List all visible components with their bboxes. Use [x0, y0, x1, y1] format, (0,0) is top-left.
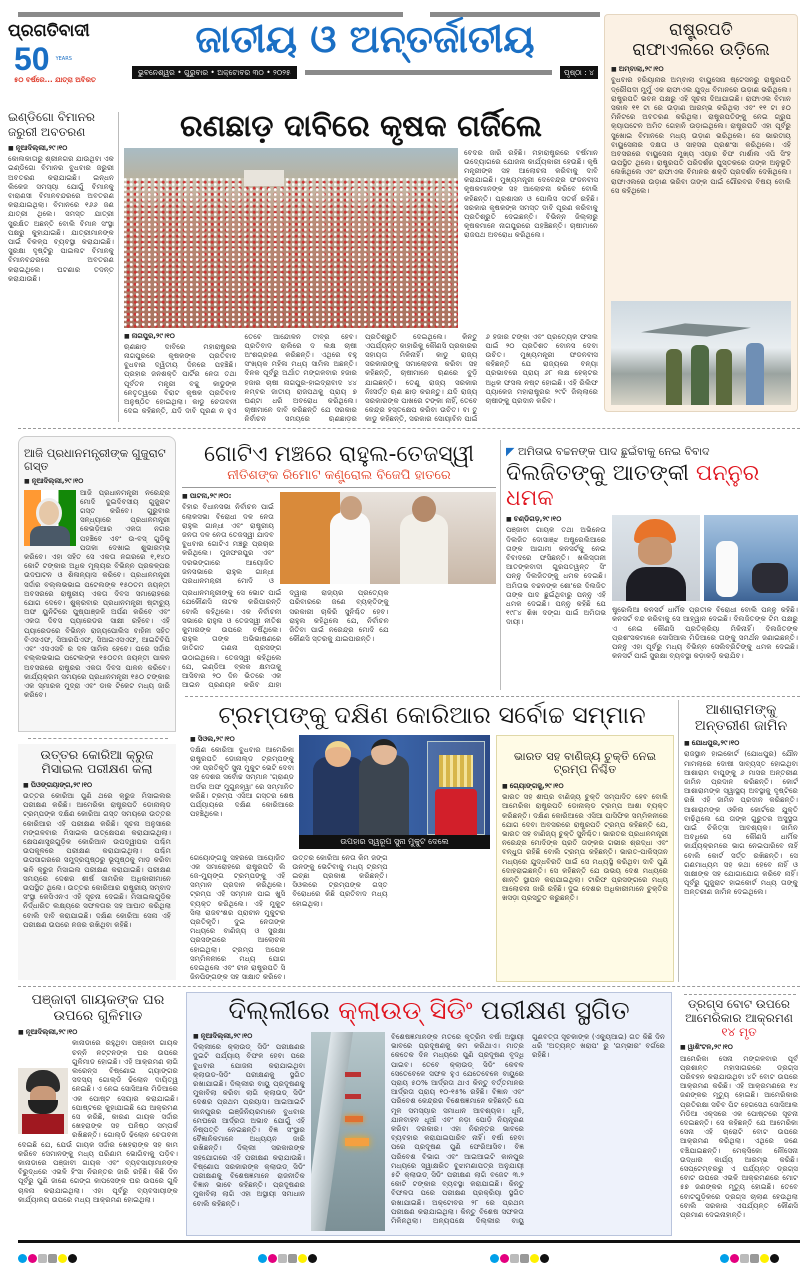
- tagline: ୫୦ ବର୍ଷରେ... ଯାତ୍ରା ଅବିରତ: [14, 75, 96, 84]
- section-title: ଜାତୀୟ ଓ ଅନ୍ତର୍ଜାତୀୟ: [195, 17, 535, 61]
- rahul-subhead: ନୀତିଶଙ୍କ ରିମୋଟ କଣ୍ଟ୍ରୋଲ ବିଜେପି ହାତରେ: [182, 469, 496, 488]
- article-body: ■ ନୂଆଦିଲ୍ଲୀ,୨୯।୧୦ କୋଲକାତାରୁ ଶ୍ରୀନଗର ଯାଉଥିବା ଏକ ଇଣ୍ଡିଗୋ ବିମାନର ବୁଧବାର ଜରୁରୀ ଅବତରଣ କରାଯାଇଛି। ଇନ୍ଧନ ଲିକେଜ ସମସ୍ୟା ଯୋଗୁଁ ବିମାନକୁ ବାରାଣସୀ ବିମାନବନ୍ଦରରେ ଅବତରଣ କରାଯାଇଥିଲା। ବିମାନରେ ୧୬୬ ଜଣ ଯାତ୍ରୀ ଥିଲେ। ସମସ୍ତ ଯାତ୍ରୀ ସୁରକ୍ଷିତ ଅଛନ୍ତି ବୋଲି ବିମାନ ସଂସ୍ଥା ପକ୍ଷରୁ କୁହାଯାଇଛି। ଯାତ୍ରୀମାନଙ୍କ ପାଇଁ ବିକଳ୍ପ ବ୍ୟବସ୍ଥା କରାଯାଇଛି। ସୁରକ୍ଷା ଦୃଷ୍ଟିରୁ ପାଇଲଟ ବିମାନକୁ ବିମାନବନ୍ଦରରେ ଅବତରଣ କରାଇଥିଲେ। ଘଟଣାର ତଦନ୍ତ କରାଯାଉଛି।: [8, 144, 114, 422]
- cloud-seeding-plane-photo: [311, 1032, 385, 1231]
- modi-article: [18, 436, 176, 732]
- article-body: ■ ଗ୍ୟୋଙ୍ଗଜୁ,୨୯।୧୦ ଭାରତ ସହ ଶୀଘ୍ର ବାଣିଜ୍ୟ ଚୁକ୍ତି ସମ୍ପାଦିତ ହେବ ବୋଲି ଆମେରିକା ରାଷ୍ଟ୍ରପତି ଡୋନାଲ୍ଡ ଟ୍ରମ୍ପ ଆଶା ବ୍ୟକ୍ତ କରିଛନ୍ତି। ଦକ୍ଷିଣ କୋରିଆରେ ଏସିଆ ପାସିଫିକ ସମ୍ମିଳନୀରେ ଯୋଗ ଦେବା ଅବସରରେ ରାଷ୍ଟ୍ରପତି ଟ୍ରମ୍ପ କହିଛନ୍ତି ଯେ, ଭାରତ ସହ ବାଣିଜ୍ୟ ଚୁକ୍ତି ସୁନିଶ୍ଚିତ। ଭାରତର ପ୍ରଧାନମନ୍ତ୍ରୀ ନରେନ୍ଦ୍ର ମୋଦିଙ୍କ ପ୍ରତି ତାଙ୍କର ଗଭୀର ଶ୍ରଦ୍ଧା ଏବଂ ବନ୍ଧୁତା ରହିଛି ବୋଲି ଟ୍ରମ୍ପ କହିଛନ୍ତି। ଭାରତ-ପାକିସ୍ତାନ ମଧ୍ୟରେ ଯୁଦ୍ଧବିରତି ପାଇଁ ସେ ମଧ୍ୟସ୍ଥି କରିଥିବା ଦାବି ପୁଣି ଦୋହରାଇଛନ୍ତି। ସେ କହିଛନ୍ତି ଯେ ଉଭୟ ଦେଶ ମଧ୍ୟରେ ଶାନ୍ତି ସ୍ଥାପନ କରାଯାଇଥିଲା। ଟାରିଫ ପ୍ରସଙ୍ଗରେ ମଧ୍ୟ ଆଲୋଚନା ଜାରି ରହିଛି। ଦୁଇ ଦେଶର ଅଧିକାରୀମାନେ ଚୁକ୍ତିର ଖସଡ଼ା ପ୍ରସ୍ତୁତ କରୁଛନ୍ତି।: [502, 782, 668, 975]
- kicker-marker-icon: ◤: [506, 445, 518, 458]
- anniversary-number: 50: [14, 40, 50, 77]
- anniversary-logo: [14, 42, 126, 76]
- president-article: [604, 14, 798, 412]
- article-body: ଷ୍ଟ୍ରେଲିଆ କନସର୍ଟ ଧାର୍ମିକ ପ୍ରତୀକ ବିରୋଧୀ ବୋଲି ପନ୍ନୁ କହିଛି। କନସର୍ଟ ବନ୍ଦ କରିବାକୁ ସେ ଆହ୍ୱାନ ଦେଇଛି। ଦିଲଜିତଙ୍କ ଟିମ ପକ୍ଷରୁ ଏ ନେଇ କୌଣସି ପ୍ରତିକ୍ରିୟା ମିଳିନାହିଁ। ଦିଲଜିତଙ୍କ ପ୍ରଶଂସକମାନେ ସୋସିଆଲ ମିଡିଆରେ ତାଙ୍କୁ ସମର୍ଥନ ଜଣାଇଛନ୍ତି। ପନ୍ନୁ ଏହା ପୂର୍ବରୁ ମଧ୍ୟ ବିଭିନ୍ନ ସେଲିବ୍ରିଟିଙ୍କୁ ଧମକ ଦେଇଛି। କନସର୍ଟ ପାଇଁ ସୁରକ୍ଷା ବ୍ୟବସ୍ଥା କଡ଼ାକଡ଼ି କରାଯିବ।: [612, 605, 798, 661]
- dateline-bar: ଭୁବନେଶ୍ୱର • ଗୁରୁବାର • ଅକ୍ଟୋବର ୩୦ • ୨୦୨୫: [132, 66, 297, 79]
- farmers-headline: ରଣଛାଡ଼ ଦାବିରେ କୃଷକ ଗର୍ଜିଲେ: [180, 109, 542, 144]
- drugs-boat-article: [680, 998, 798, 1236]
- headline: ଆଜି ପ୍ରଧାନମନ୍ତ୍ରୀଙ୍କ ଗୁଜୁରାଟ ଗସ୍ତ: [24, 446, 166, 474]
- article-body: ବିଶେଷଜ୍ଞମାନଙ୍କ ମତରେ କୃତ୍ରିମ ବର୍ଷା ଅସ୍ଥାୟୀ ଭାବରେ ପ୍ରଦୂଷଣକୁ କମ କରିଥାଏ। ମାତ୍ର କେତେକ ଦିନ ମଧ୍ୟରେ ପୁଣି ପ୍ରଦୂଷଣ ବୃଦ୍ଧି ପାଇବ। ତେବେ କ୍ଲାଉଡ୍ ସିଡିଂ କେବଳ ସେତେବେଳେ ସଫଳ ହୁଏ ଯେତେବେଳେ ବାୟୁରେ ପ୍ରାୟ ୫୦% ଆର୍ଦ୍ରତା ଥାଏ କିନ୍ତୁ ବର୍ତ୍ତମାନର ଆର୍ଦ୍ରତା ପ୍ରାୟ ୧୦-୧୫% ରହିଛି। ବିଜ୍ଞାନ ଏବଂ ପରିବେଶ କେନ୍ଦ୍ରର ବିଶେଷଜ୍ଞମାନେ କହିଛନ୍ତି ଯେ ମୂଳ ସମସ୍ୟାର ସମାଧାନ ଆବଶ୍ୟକ। ଧୂଳି, ଯାନବାହନ ଧୂଆଁ ଏବଂ ନଡ଼ା ପୋଡ଼ି ନିୟନ୍ତ୍ରଣ କରିବା ଦରକାର। ଏହା ନିରନ୍ତର ଭାବରେ ବ୍ୟବହାର କରାଯାଇପାରିବ ନାହିଁ। ବର୍ଷା ହେବା ପରେ ପ୍ରଦୂଷଣ ପୁଣି ଫେରିଆସିବ। ବିଜ୍ଞ ପରିବେଶ ବିଭାଗ ଏବଂ ଆଇଆଇଟି କାନପୁର ମଧ୍ୟରେ ସ୍ୱାକ୍ଷରିତ ବୁଝାମଣାପତ୍ର ଅନୁଯାୟୀ ୫ଟି କ୍ଲାଉଡ୍ ସିଡିଂ ପରୀକ୍ଷଣ ଲାଗି ବଜେଟ ୩.୨ କୋଟି ଟଙ୍କାର ବ୍ୟବସ୍ଥା କରାଯାଇଛି। କିନ୍ତୁ ବିଫଳତା ପରେ ପରୀକ୍ଷଣ ପ୍ରକ୍ରିୟା ସ୍ଥଗିତ ରଖାଯାଇଛି। ଅକ୍ଟୋବର ୨୮ ରେ ପ୍ରଥମ ପରୀକ୍ଷଣ କରାଯାଇଥିଲା। କିନ୍ତୁ ବିଶେଷ ସଫଳତା ମିଳିନଥିଲା। ଅନ୍ୟପକ୍ଷେ ଦିଲ୍ଲୀର ବାୟୁ ଗୁଣବତ୍ତା ସୂଚକାଙ୍କ (ଏକ୍ୟୁଆଇ) ଗତ କିଛି ଦିନ ଧରି 'ଅତ୍ୟନ୍ତ ଖରାପ' ରୁ 'ଗମ୍ଭୀର' ବର୍ଗରେ ରହିଛି।: [391, 1031, 665, 1225]
- registration-marks: [720, 1248, 780, 1267]
- asaram-article: [684, 702, 798, 982]
- footer-rule: [18, 1240, 800, 1243]
- brand-logo: ପ୍ରଗତିବାଦୀ: [8, 21, 90, 41]
- anniversary-sub: YEARS: [55, 55, 72, 62]
- indigo-article: [8, 110, 114, 422]
- farmers-protest-photo: [124, 148, 458, 328]
- headline: ଆଶାରାମଙ୍କୁ: [705, 702, 777, 718]
- article-body: ■ ଯୋଧପୁର,୨୯।୧୦ ରାଜସ୍ଥାନ ହାଇକୋର୍ଟ (ଯୋଧପୁର) ଯୌନ ମାମଲାରେ ଦୋଷୀ ସାବ୍ୟସ୍ତ ହୋଇଥିବା ଆଶାରାମ ବାପୁଙ୍କୁ ୬ ମାସର ଅନ୍ତରୀଣ ଜାମିନ ପ୍ରଦାନ କରିଛନ୍ତି। କୋର୍ଟ ଆଶାରାମଙ୍କ ସ୍ୱାସ୍ଥ୍ୟ ଅବସ୍ଥାକୁ ଦୃଷ୍ଟିରେ ରଖି ଏହି ଜାମିନ ପ୍ରଦାନ କରିଛନ୍ତି। ଆଶାରାମଙ୍କ ଓକିଲ କୋର୍ଟରେ ଯୁକ୍ତି ବାଢ଼ିଥିଲେ ଯେ ତାଙ୍କ ଗୁରୁତର ଅସୁସ୍ଥତା ପାଇଁ ଚିକିତ୍ସା ଆବଶ୍ୟକ। ଜାମିନ ଅବଧିରେ ସେ କୌଣସି ଧାର୍ମିକ କାର୍ଯ୍ୟକ୍ରମରେ ଭାଗ ନେଇପାରିବେ ନାହିଁ ବୋଲି କୋର୍ଟ ସର୍ତ୍ତ ରଖିଛନ୍ତି। ସେ ଗଣମାଧ୍ୟମ ସହ କଥା ହେବେ ନାହିଁ ଓ ସାକ୍ଷୀଙ୍କ ସହ ଯୋଗାଯୋଗ କରିବେ ନାହିଁ। ପୂର୍ବରୁ ଗୁଜୁରାଟ ହାଇକୋର୍ଟ ମଧ୍ୟ ତାଙ୍କୁ ଅନ୍ତରୀଣ ଜାମିନ ଦେଇଥିଲେ।: [684, 739, 798, 982]
- headline: ଦିଲ୍ଲୀରେ କ୍ଲାଉଡ୍ ସିଡିଂ ପରୀକ୍ଷଣ ସ୍ଥଗିତ: [228, 996, 630, 1026]
- page-number: ପୃଷ୍ଠା : ୪: [560, 66, 598, 79]
- column-rule: [500, 440, 501, 690]
- rahul-article: [182, 442, 496, 692]
- rahul-headline: ଗୋଟିଏ ମଞ୍ଚରେ ରାହୁଲ-ତେଜସ୍ୱୀ: [203, 442, 475, 467]
- divider: [28, 738, 168, 739]
- trump-crown-photo: [299, 735, 490, 849]
- headline: ଭାରତ ସହ ବାଣିଜ୍ୟ ଚୁକ୍ତି ନେଇ ଟ୍ରମ୍ପ ନିଶ୍ଚିତ: [513, 748, 657, 776]
- masthead-title-block: [132, 18, 598, 106]
- article-body: ■ ନୂଆଦିଲ୍ଲୀ,୨୯।୧୦ ଦିଲ୍ଲୀରେ କ୍ଲାଉଡ୍ ସିଡିଂ ପରୀକ୍ଷଣର ଦୁଇଟି ପର୍ଯ୍ୟାୟ ବିଫଳ ହେବା ପରେ ବୁଧବାର ଯୋଜନା କରାଯାଇଥିବା କ୍ଲାଉଡ-ସିଡିଂ ପରୀକ୍ଷଣକୁ ସ୍ଥଗିତ ରଖାଯାଇଛି। ଦିଲ୍ଲୀର ବାୟୁ ପ୍ରଦୂଷଣକୁ ମୁକାବିଲା କରିବା ଲାଗି କ୍ଲାଉଡ୍ ସିଡିଂ ଦେଶର ପ୍ରଥମ ପ୍ରୟାସ। ଆଇଆଇଟି କାନପୁରର ଇଞ୍ଜିନିୟରମାନେ ବୁଧବାର ମେଘରେ ଆର୍ଦ୍ରତା ଅଭାବ ଯୋଗୁଁ ଏହି ନିଷ୍ପତ୍ତି ନେଇଛନ୍ତି। ବିଜ୍ଞ ସଂସ୍ଥାର ବୈଜ୍ଞାନିକମାନେ ଅଧ୍ୟୟନ ଜାରି ରଖିଛନ୍ତି। ଦିଲ୍ଲୀ ସରକାରଙ୍କ ସହଯୋଗରେ ଏହି ପରୀକ୍ଷଣ କରାଯାଉଛି। ବିଷ୍ଣୋପ ସରକାରଙ୍କ କ୍ଲାଉଡ୍ ସିଡିଂ ପରୀକ୍ଷଣକୁ ବିଶେଷଜ୍ଞମାନେ ରାଜନୀତିକ ବିଜ୍ଞାନ ଭାବେ କହିଛନ୍ତି। ପ୍ରଦୂଷଣର ମୁକାବିଲା ଲାଗି ଏହା ଅସ୍ଥାୟୀ ସମାଧାନ ବୋଲି କହିଛନ୍ତି।: [193, 1032, 305, 1231]
- headline: ଅନ୍ତରୀଣ ଜାମିନ: [694, 718, 788, 735]
- column-rule: [678, 700, 679, 982]
- article-body: ■ ପିଓଙ୍ଗୟାଙ୍ଗ,୨୯।୧୦ ଉତ୍ତର କୋରିଆ ପୁଣି ଥରେ କ୍ରୁଜ ମିସାଇଲର ପରୀକ୍ଷଣ କରିଛି। ଆମେରିକା ରାଷ୍ଟ୍ରପତି ଡୋନାଲ୍ଡ ଟ୍ରମ୍ପଙ୍କ ଦକ୍ଷିଣ କୋରିଆ ଗସ୍ତ ସମୟରେ ଉତ୍ତର କୋରିଆର ଏହି ପରୀକ୍ଷଣ କରିଛି। ସୂଚନା ଅନୁସାରେ ମଙ୍ଗଳବାର ମିସାଇଲ ଉତ୍କ୍ଷେପଣ କରାଯାଇଥିଲା। କ୍ଷେପଣାସ୍ତ୍ରଗୁଡ଼ିକ କୋରିଆନ ଉପଦ୍ୱୀପର ପଶ୍ଚିମ ଉପକୂଳରେ ପରୀକ୍ଷଣ କରାଯାଇଥିଲା। ପଶ୍ଚିମ ଉପସାଗରରେ ସମୁଦ୍ରପୃଷ୍ଠରୁ ଭୂପୃଷ୍ଠକୁ ମାଡ଼ କରିବା ଭଳି କ୍ରୁଜ ମିସାଇଲ ପରୀକ୍ଷଣ କରାଯାଇଛି। ପରୀକ୍ଷଣ ସମୟରେ ଦେଶର ଶୀର୍ଷ ସାମରିକ ଅଧିକାରୀମାନେ ଉପସ୍ଥିତ ଥିଲେ। ଉତ୍ତର କୋରିଆର ରାଷ୍ଟ୍ରୀୟ ସମ୍ବାଦ ସଂସ୍ଥା କେସିଏନଏ ଏହି ସୂଚନା ଦେଇଛି। ମିସାଇଲଗୁଡ଼ିକ ନିର୍ଦ୍ଧାରିତ ଲକ୍ଷ୍ୟରେ ସଫଳତାର ସହ ଆଘାତ କରିଥିଲା ବୋଲି ଦାବି କରାଯାଇଛି। ଦକ୍ଷିଣ କୋରିଆ ସେନା ଏହି ପରୀକ୍ଷଣ ଉପରେ ନଜର ରଖିଥିବା କହିଛି।: [23, 781, 171, 976]
- article-body: ■ ନାଗପୁର,୨୯।୧୦ ଋଣଛାଡ଼ ଦାବିରେ ମହାରାଷ୍ଟ୍ରର ନାଗପୁରରେ କୃଷକଙ୍କ ପ୍ରତିବାଦ ବୁଧବାର ଦ୍ୱିତୀୟ ଦିନରେ ପହଞ୍ଚିଛି। ପ୍ରହାର ଜନଶକ୍ତି ପାର୍ଟିର ନେତା ତଥା ପୂର୍ବତନ ମନ୍ତ୍ରୀ ବଚ୍ଚୁ କାଡୁଙ୍କ ନେତୃତ୍ୱରେ ବିରାଟ କୃଷକ ପ୍ରତିବାଦ ଅନୁଷ୍ଠିତ ହୋଇଥିଲା। କାଡୁ ଚେତାବନୀ ଦେଇ କହିଛନ୍ତି, ଯଦି ଦାବି ପୂରଣ ନ ହୁଏ ତେବେ ଆନ୍ଦୋଳନ ତୀବ୍ର ହେବ। ପ୍ରତିବାଦ ରାଲିରେ ଦ ଲକ୍ଷ ଚାଷୀ ଅଂଶଗ୍ରହଣ କରିଛନ୍ତି। ଏଥିରେ ବହୁ ସଂଖ୍ୟକ ମହିଳା ମଧ୍ୟ ସାମିଲ ଅଛନ୍ତି। ଦିନକ ପୂର୍ବରୁ ଅର୍ଥାତ ମଙ୍ଗଳବାର ହଜାର ହଜାର ଚାଷୀ ନାଗପୁର-ହାଇଦ୍ରାବାଦ ୪୪ ନମ୍ବର ଜାତୀୟ ରାଜପଥକୁ ପ୍ରାୟ ୭ ଘଣ୍ଟା ଧରି ଅବରୋଧ କରିଥିଲେ। ଚାଷୀମାନେ ଦାବି କରିଛନ୍ତି ଯେ ସରକାର ନିର୍ବାଚନ ସମୟରେ ଋଣଛାଡ଼ର ପ୍ରତିଶ୍ରୁତି ଦେଇଥିଲେ। କିନ୍ତୁ ଏପର୍ଯ୍ୟନ୍ତ କାହାରିକୁ କୌଣସି ପ୍ରକାରର ସହାୟତା ମିଳିନାହିଁ। କାଡୁ ରାଜ୍ୟ ସରକାରଙ୍କୁ ସମାଲୋଚନା କରିବା ସହ କହିଛନ୍ତି, ଚାଷୀମାନେ ଋଣରେ ବୁଡ଼ି ଯାଇଛନ୍ତି। ତେଣୁ ରାଜ୍ୟ ସରକାର ନିଃସର୍ତ୍ତ ଋଣ ଛାଡ଼ କରନ୍ତୁ। ଯଦି ରାଜ୍ୟ ସରକାରଙ୍କ ପାଖରେ ଟଙ୍କା ନାହିଁ, ତେବେ କେନ୍ଦ୍ର ହସ୍ତକ୍ଷେପ କରିବା ଉଚିତ। ବା ତୁ କାଡୁ କହିଛନ୍ତି, ସରକାର ସୋୟାବିନ ପାଇଁ ୬ ହଜାର ଟଙ୍କା ଏବଂ ପ୍ରତ୍ୟେକ ଫସଲ ପାଇଁ ୨୦ ପ୍ରତିଶତ ବୋନସ ଦେବା ଉଚିତ। ମୁଖ୍ୟମନ୍ତ୍ରୀ ଫଡନବୀସ କହିଛନ୍ତି ଯେ ରାଜ୍ୟରେ ବନ୍ୟା ପ୍ରଭାବରେ ପ୍ରାୟ ୬୮ ଲକ୍ଷ ହେକ୍ଟର ଅଧିକ ଫସଲ ନଷ୍ଟ ହୋଇଛି। ଏହି ରିଲିଫ ପ୍ୟାକେଜ ମହାରାଷ୍ଟ୍ରର ୨୯ଟି ଜିଲ୍ଲାରେ ଚାଷୀଙ୍କୁ ପ୍ରଦାନ କରିବ।: [124, 332, 598, 425]
- column-rule: [118, 112, 119, 422]
- registration-marks: [18, 1248, 78, 1267]
- singer-photo: [18, 1068, 68, 1134]
- article-body: ■ ନୂଆଦିଲ୍ଲୀ,୨୯।୧୦ ଆଜି ପ୍ରଧାନମନ୍ତ୍ରୀ ନରେନ୍ଦ୍ର ମୋଦି ଦୁଇଦିବସୀୟ ଗୁଜୁରାଟ ଗସ୍ତ କରିବେ। ଗୁରୁବାର ସନ୍ଧ୍ୟାରେ ପ୍ରଧାନମନ୍ତ୍ରୀ କେଭଡ଼ିଆର ଏକତା ନଗର ପହଞ୍ଚିବେ ଏବଂ ଉ-ବସ୍ ଗୁଡ଼ିକୁ ପତାକା ଦେଖାଇ ଶୁଭାରମ୍ଭ କରିବେ। ଏହା ସହିତ ସେ ଏକତା ନଗରରେ ୧,୧୪୦ କୋଟି ଟଙ୍କାର ଅଧିକ ମୂଲ୍ୟର ବିଭିନ୍ନ ପ୍ରକଳ୍ପର ଉଦଘାଟନ ଓ ଶିଳାନ୍ୟାସ କରିବେ। ପ୍ରଧାନମନ୍ତ୍ରୀ ସର୍ଦ୍ଦାର ବଲ୍ଲଭଭାଇ ପଟେଲଙ୍କ ୧୫୦ତମ ଜୟନ୍ତୀ ଅବସରରେ ରାଷ୍ଟ୍ରୀୟ ଏକତା ଦିବସ ସମାରୋହରେ ଯୋଗ ଦେବେ। ଶୁକ୍ରବାର ପ୍ରଧାନମନ୍ତ୍ରୀ ଷ୍ଟାଚ୍ୟୁ ଅଫ ୟୁନିଟିରେ ପୁଷ୍ପାଞ୍ଜଳି ଅର୍ପଣ କରିବେ ଏବଂ ଏକତା ଦିବସ ପ୍ୟାରେଡର ସାକ୍ଷୀ ରହିବେ। ଏହି ପ୍ୟାରେଡରେ ବିଭିନ୍ନ ରାଜ୍ୟପୋଲିସ ବାହିନୀ ସହିତ ବିଏସଏଫ, ସିଆରପିଏଫ, ସିଆଇଏସଏଫ, ଆଇଟିବିପି ଏବଂ ଏସଏସବି ର ଦଳ ସାମିଲ ହେବେ। ପରେ ସର୍ଦ୍ଦାର ବଲ୍ଲଭଭାଇ ପଟେଲଙ୍କ ୧୫୦ତମ ଜୟନ୍ତୀ ପାଳନ ଅବସରରେ ରାଷ୍ଟ୍ରର ଏକତା ଦିବସ ପାଳନ କରିବେ। କାର୍ଯ୍ୟକ୍ରମ ସମୟରେ ପ୍ରଧାନମନ୍ତ୍ରୀ ୧୫୦ ଟଙ୍କାର ଏକ ସ୍ମାରକ ମୁଦ୍ରା ଏବଂ ଡାକ ଟିକେଟ ମଧ୍ୟ ଜାରି କରିବେ।: [24, 477, 170, 727]
- article-body: ବେଦର ଜାରି ରହିଛି। ମହାରାଷ୍ଟ୍ରରେ ବର୍ଷମାନ ଉଦ୍ୟୋଗରେ ଯୋଜନା କାର୍ଯ୍ୟକାରୀ ହେଉଛି। କୃଷି ମନ୍ତ୍ରୀଙ୍କ ସହ ଆଲୋଚନା କରିବାକୁ ଦାବି କରାଯାଇଛି। ମୁଖ୍ୟମନ୍ତ୍ରୀ ଦେବେନ୍ଦ୍ର ଫଡନବୀସ କୃଷକମାନଙ୍କ ସହ ଆଲୋଚନା କରିବେ ବୋଲି କହିଛନ୍ତି। ପ୍ରଶାସନ ଓ ପୋଲିସ ସତର୍କ ରହିଛି। ସରକାର କୃଷକଙ୍କ ସମସ୍ତ ଦାବି ପୂରଣ କରିବାକୁ ପ୍ରତିଶ୍ରୁତି ଦେଇଛନ୍ତି। ବିଭିନ୍ନ ଜିଲ୍ଲାରୁ କୃଷକମାନେ ନାଗପୁରରେ ପହଞ୍ଚିଛନ୍ତି। ଚାଷୀମାନେ ରାଜପଥ ଅବରୋଧ କରିଥିଲେ।: [464, 147, 598, 240]
- article-body: ■ ସିଓଲ,୨୯।୧୦ ଦକ୍ଷିଣ କୋରିଆ ବୁଧବାର ଆମେରିକା ରାଷ୍ଟ୍ରପତି ଡୋନାଲ୍ଡ ଟ୍ରମ୍ପଙ୍କୁ ଏକ ପ୍ରତିକୃତି ସୁନା ମୁକୁଟ ଭେଟି ଦେବା ସହ ଦେଶର ସର୍ବୋଚ୍ଚ ସମ୍ମାନ 'ଗ୍ରାଣ୍ଡ ଅର୍ଡର ଅଫ ମୁଗୁନହ୍ୱା' ରେ ସମ୍ମାନିତ କରିଛି। ଟ୍ରମ୍ପ ଏସିଆ ଗସ୍ତର ଶେଷ ପର୍ଯ୍ୟାୟରେ ଦକ୍ଷିଣ କୋରିଆରେ ପହଞ୍ଚିଥିଲେ।: [190, 735, 294, 849]
- article-body: ■ ଚଣ୍ଡିଗଡ଼,୨୯।୧୦ ପଞ୍ଜାବୀ ଗାୟକ ତଥା ଅଭିନେତା ଦିଲଜିତ ଦୋସାଞ୍ଝ ଅଷ୍ଟ୍ରେଲିଆରେ ତାଙ୍କ ଆଗାମୀ କନସର୍ଟକୁ ନେଇ ବିବାଦରେ ଫସିଛନ୍ତି। ଖଲିସ୍ତାନୀ ଆତଙ୍କବାଦୀ ଗୁରପତୱନ୍ତ ସିଂ ପନ୍ନୁ ଦିଲଜିତଙ୍କୁ ଧମକ ଦେଇଛି। ଅମିତାଭ ବଚ୍ଚନଙ୍କ ଶୋ'ରେ ଦିଲଜିତ ତାଙ୍କ ପାଦ ଛୁଇଁଥିବାରୁ ପନ୍ନୁ ଏହି ଧମକ ଦେଇଛି। ପନ୍ନୁ କହିଛି ଯେ ୧୯୮୪ ଶିଖ ଦଙ୍ଗା ପାଇଁ ଅମିତାଭ ଦାୟୀ।: [506, 515, 606, 692]
- punjabi-article: [18, 992, 178, 1236]
- trade-article: [496, 735, 674, 982]
- divider: [684, 994, 796, 995]
- headline: ଡ୍ରଗ୍ସ ବୋଟ ଉପରେ: [688, 997, 790, 1011]
- article-body: ଗେୟୋଙ୍ଗଜୁ ସହରରେ ଆୟୋଜିତ ଏକ ସମାରୋହରେ ରାଷ୍ଟ୍ରପତି ଲି ଜେ-ମ୍ୟୁଙ୍ଗ ଟ୍ରମ୍ପଙ୍କୁ ଏହି ସମ୍ମାନ ପ୍ରଦାନ କରିଥିଲେ। ଟ୍ରମ୍ପ ଏହି ସମ୍ମାନ ପାଇ ଖୁସି ବ୍ୟକ୍ତ କରିଥିଲେ। ଏହି ମୁକୁଟ ସିଲା ରାଜବଂଶର ପ୍ରାଚୀନ ମୁକୁଟର ପ୍ରତିକୃତି। ଦୁଇ ନେତାଙ୍କ ମଧ୍ୟରେ ବାଣିଜ୍ୟ ଓ ସୁରକ୍ଷା ପ୍ରସଙ୍ଗରେ ଆଲୋଚନା ହୋଇଥିଲା। ଟ୍ରମ୍ପ ଅପେକ ସମ୍ମିଳନୀରେ ମଧ୍ୟ ଯୋଗ ଦେଇଥିଲେ ଏବଂ ଚୀନ ରାଷ୍ଟ୍ରପତି ସି ଜିନପିଙ୍ଗଙ୍କ ସହ ସାକ୍ଷାତ କରିବେ। ଉତ୍ତର କୋରିଆ ନେତା କିମ ଜଙ୍ଗ ଉନଙ୍କୁ ଭେଟିବାକୁ ମଧ୍ୟ ଟ୍ରମ୍ପ ଇଚ୍ଛା ପ୍ରକାଶ କରିଛନ୍ତି। ସିଓଲରେ ଟ୍ରମ୍ପଙ୍କ ଗସ୍ତ ବିରୋଧରେ କିଛି ପ୍ରତିବାଦ ମଧ୍ୟ ହୋଇଥିଲା।: [190, 852, 388, 982]
- masthead-logo-block: [8, 22, 126, 104]
- headline: ଇଣ୍ଡିଗୋ ବିମାନର ଜରୁରୀ ଅବତରଣ: [8, 110, 95, 139]
- section-divider: [185, 696, 800, 697]
- diljit-article: [506, 446, 798, 692]
- article-body: ■ ପାଟନା,୨୯।୧୦: ବିହାର ବିଧାନସଭା ନିର୍ବାଚନ ପାଇଁ ଲୋକସଭା ବିରୋଧୀ ଦଳ ନେତା ରାହୁଲ ଗାନ୍ଧୀ ଏବଂ ରାଷ୍ଟ୍ରୀୟ ଜନତା ଦଳ ନେତା ତେଜସ୍ୱୀ ଯାଦବ ବୁଧବାର ଗୋଟିଏ ମଞ୍ଚରୁ ପ୍ରଚାର କରିଥିଲେ। ମୁଜଫରପୁର ଏବଂ ଦରଭଙ୍ଗାରେ ଆୟୋଜିତ ଜନସଭାରେ ରାହୁଲ ଗାନ୍ଧୀ ପ୍ରଧାନମନ୍ତ୍ରୀ ମୋଦି ଓ: [182, 492, 274, 584]
- headline: ରାଷ୍ଟ୍ରପତି: [669, 20, 733, 40]
- president-rafale-photo: [611, 301, 791, 405]
- section-divider: [18, 986, 800, 987]
- diljit-photo: [612, 515, 700, 601]
- diljit-headline: ଦିଲଜିତଙ୍କୁ ଆତଙ୍କୀ ପନ୍ନୁର ଧମକ: [506, 460, 760, 511]
- farmers-article: [124, 110, 598, 424]
- cloud-seeding-article: [186, 992, 672, 1236]
- trump-headline: ଟ୍ରମ୍ପଙ୍କୁ ଦକ୍ଷିଣ କୋରିଆର ସର୍ବୋଚ୍ଚ ସମ୍ମାନ: [218, 701, 646, 729]
- headline: ଉତ୍ତର କୋରିଆ କ୍ରୁଜ ମିସାଇଲ ପରୀକ୍ଷଣ କଲା: [40, 747, 154, 777]
- headline: ପଞ୍ଜାବୀ ଗାୟକଙ୍କ ଘର ଉପରେ ଗୁଳିମାଡ: [31, 992, 165, 1025]
- nkorea-article: [18, 744, 176, 980]
- trump-article: [190, 702, 674, 982]
- headline: ଆମେରିକାର ଆକ୍ରମଣ ୧୪ ମୃତ: [685, 1010, 793, 1039]
- section-divider: [18, 428, 800, 429]
- rahul-tejashwi-photo: [280, 492, 496, 584]
- rule: [305, 70, 552, 75]
- article-body: ■ ଅମ୍ବାଲା,୨୯।୧୦ ବୁଧବାର ହରିୟାନାର ଅମ୍ବାଲା ବାୟୁସେନା ଷ୍ଟେସନରୁ ରାଷ୍ଟ୍ରପତି ଦ୍ରୌପଦୀ ମୁର୍ମୁ ଏକ ରାଫାଏଲ ଯୁଦ୍ଧ ବିମାନରେ ଉଡ଼ାଣ ଭରିଥିଲେ। ରାଷ୍ଟ୍ରପତି ଭବନ ପକ୍ଷରୁ ଏହି ସୂଚନା ଦିଆଯାଇଛି। ରାଫାଏଲ ବିମାନ ସକାଳ ୧୧ ଟା ରେ ଉଡ଼ାଣ ଆରମ୍ଭ କରିଥିଲା ଏବଂ ୧୧ ଟା ୫୦ ମିନିଟରେ ଅବତରଣ କରିଥିଲା। ରାଷ୍ଟ୍ରପତିଙ୍କୁ ନେଇ ଗ୍ରୁପ କ୍ୟାପଟେନ ଅମିତ ଗେହାନି ଉଡ଼ାଇଥିଲେ। ରାଷ୍ଟ୍ରପତି ଏହା ପୂର୍ବରୁ ସୁଖୋଇ ବିମାନରେ ମଧ୍ୟ ଉଡ଼ାଣ ଭରିଥିଲେ। ସେ ଭାରତୀୟ ବାୟୁସେନାର ଦକ୍ଷତା ଓ ସାହସର ପ୍ରଶଂସା କରିଥିଲେ। ଏହି ଅବସରରେ ବାୟୁସେନା ମୁଖ୍ୟ ଏୟାର ଚିଫ ମାର୍ଶାଲ ଏପି ସିଂହ ଉପସ୍ଥିତ ଥିଲେ। ରାଷ୍ଟ୍ରପତି ପରିଦର୍ଶକ ପୁସ୍ତକରେ ତାଙ୍କ ଅନୁଭୂତି ଲେଖିଥିଲେ ଏବଂ ରାଫାଏଲ ବିମାନର ଶକ୍ତି ପ୍ରଦର୍ଶନ ଦେଖିଥିଲେ। ରାଫାଏଲରେ ଉଡ଼ାଣ ଭରିବା ତାଙ୍କ ପାଇଁ ଗୌରବର ବିଷୟ ବୋଲି ସେ କହିଥିଲେ।: [611, 65, 791, 297]
- diljit-kicker: ◤ ଅମିତାଭ ବଚ୍ଚନଙ୍କ ପାଦ ଛୁଇଁବାକୁ ନେଇ ବିବାଦ: [506, 445, 710, 458]
- registration-marks: [258, 1248, 318, 1267]
- photo-caption: ଉପହାର ସ୍ୱରୂପ ସୁନା ମୁକୁଟ ଦେଲେ: [299, 835, 490, 849]
- amitabh-diljit-photo: [704, 515, 798, 601]
- article-body: ପ୍ରଧାନମନ୍ତ୍ରୀଙ୍କୁ ସେ ଭୋଟ ପାଇଁ ଯେକୌଣସି ନାଟକ କରିପାରନ୍ତି ବୋଲି କହିଥିଲେ। ଏକ ନିର୍ବାଚନୀ ସଭାରେ ରାହୁଲ ଓ ତେଜସ୍ୱୀ ନୀତିଶ କୁମାରଙ୍କ ଉପରେ ବର୍ଷିଥିଲେ। ରାହୁଲ ତାଙ୍କ ଅଭିଭାଷଣରେ ଜାତିଗତ ଗଣନା ପ୍ରସଙ୍ଗ ଉଠାଇଥିଲେ। ତେଜସ୍ୱୀ କହିଥିଲେ ଯେ, ଇଣ୍ଡିଆ ବ୍ଲକ କ୍ଷମତାକୁ ଆସିବାର ୨୦ ଦିନ ଭିତରେ ଏକ ଆଇନ ପ୍ରଣୟନ କରିବ ଯାହା ଦ୍ୱାରା ରାଜ୍ୟର ପ୍ରତ୍ୟେକ ପରିବାରରେ ଜଣେ ବ୍ୟକ୍ତିଙ୍କୁ ସରକାରୀ ଚାକିରି ସୁନିଶ୍ଚିତ ହେବ। ରାହୁଲ କହିଥିଲେ ଯେ, ନିର୍ବାଚନ ଜିତିବା ପାଇଁ ନରେନ୍ଦ୍ର ମୋଦି ଯେ କୌଣସି ସ୍ତରକୁ ଯାଇପାରନ୍ତି।: [182, 588, 389, 690]
- headline: ରାଫାଏଲରେ ଉଡ଼ିଲେ: [632, 39, 770, 60]
- article-body: ■ ୱାଶିଂଟନ,୨୯।୧୦ ଆମେରିକା ସେନା ମଙ୍ଗଳବାର ପୂର୍ବ ପ୍ରଶାନ୍ତ ମହାସାଗରରେ ଡ୍ରଗ୍ସ ପରିବହନ କରାଯାଉଥିବା ୪ଟି ବୋଟ ଉପରେ ଆକ୍ରମଣ କରିଛି। ଏହି ଆକ୍ରମଣରେ ୧୪ ଜଣଙ୍କର ମୃତ୍ୟୁ ହୋଇଛି। ଆମେରିକାର ପ୍ରତିରକ୍ଷା ସଚିବ ପିଟ ହେଗସେଥ ସୋସିଆଲ ମିଡିଆ ଏକ୍ସରେ ଏକ ପୋଷ୍ଟରେ ସୂଚନା ଦେଇଛନ୍ତି। ସେ କହିଛନ୍ତି ଯେ ଆମେରିକା ସେନା ଏହି ଚାରୋଟି ବୋଟ ଉପରେ ଆକ୍ରମଣ କରିଥିଲା। ଏଥିରେ ଜଣେ ବଞ୍ଚିଯାଇଛନ୍ତି। ମେକ୍ସିକୋ ନୌସେନା ଉଦ୍ଧାର କାର୍ଯ୍ୟ ଆରମ୍ଭ କରିଛି। ସେପ୍ଟେମ୍ବରରୁ ଏ ପର୍ଯ୍ୟନ୍ତ ଡ୍ରଗ୍ସ ବୋଟ ଉପରେ ଏଭଳି ଆକ୍ରମଣରେ ମୋଟ ୫୭ ଜଣଙ୍କର ମୃତ୍ୟୁ ହୋଇଛି। ତେବେ ବୋଟଗୁଡ଼ିକରେ ଡ୍ରଗ୍ସ ଚାଲାଣ ହେଉଥିଲା ବୋଲି ସରକାର ଏପର୍ଯ୍ୟନ୍ତ କୌଣସି ପ୍ରମାଣ ଦେଇନାହାନ୍ତି।: [680, 1043, 798, 1236]
- registration-marks: [490, 1248, 550, 1267]
- modi-photo: [24, 490, 76, 546]
- article-body: ■ ନୂଆଦିଲ୍ଲୀ,୨୯।୧୦ କାନାଡାରେ ରହୁଥିବା ପଞ୍ଜାବୀ ଗାୟକ ଚନ୍ନି ନଟ୍ଟନଙ୍କ ଘର ଉପରେ ଗୁଳିମାଡ ହୋଇଛି। ଏହି ଆକ୍ରମଣ ଲାଗି ଲରେନ୍ସ ବିଷ୍ଣୋଇ ଗ୍ୟାଙ୍ଗର ସଦସ୍ୟ ଗୋଲ୍ଡି ଢିଲୋନ ଦାୟିତ୍ୱ ନେଇଛି। ଏ ନେଇ ସୋସିଆଲ ମିଡିଆରେ ଏକ ପୋଷ୍ଟ ସେୟାର କରାଯାଇଛି। ପୋଷ୍ଟରେ କୁହାଯାଇଛି ଯେ ଆକ୍ରମଣ ସେ କରିଛି, କାରଣ ଗାୟକ ସର୍ଦ୍ଦାର ଖେହରାଙ୍କ ସହ ଘନିଷ୍ଠ ସମ୍ପର୍କ ରଖିଛନ୍ତି। ଗୋଲ୍ଡି ଢିଲୋନ ଚେତାବନୀ ଦେଇଛି ଯେ, ଯେଉଁ ଗାୟକ ସର୍ଦ୍ଦାର ଖେହରାଙ୍କ ସହ କାମ କରିବେ ସେମାନଙ୍କୁ ମଧ୍ୟ ପରିଣାମ ଭୋଗିବାକୁ ପଡ଼ିବ। କାନାଡାରେ ପଞ୍ଜାବୀ ଗାୟକ ଏବଂ ବ୍ୟବସାୟୀମାନଙ୍କ ବିରୁଦ୍ଧରେ ଏଭଳି ହିଂସା ନିରନ୍ତର ଜାରି ରହିଛି। କିଛି ଦିନ ପୂର୍ବରୁ ପୁଣି ଜାଣେ ଗେଙ୍ଗ କାପସେଙ୍କ ଘର ଉପରେ ଗୁଳି ଚାଳନା କରାଯାଇଥିଲା। ଏହା ପୂର୍ବରୁ ବ୍ୟବସାୟୀଙ୍କ କାର୍ଯ୍ୟାଳୟ ଉପରେ ମଧ୍ୟ ଆକ୍ରମଣ ହୋଇଥିଲା।: [18, 1028, 178, 1236]
